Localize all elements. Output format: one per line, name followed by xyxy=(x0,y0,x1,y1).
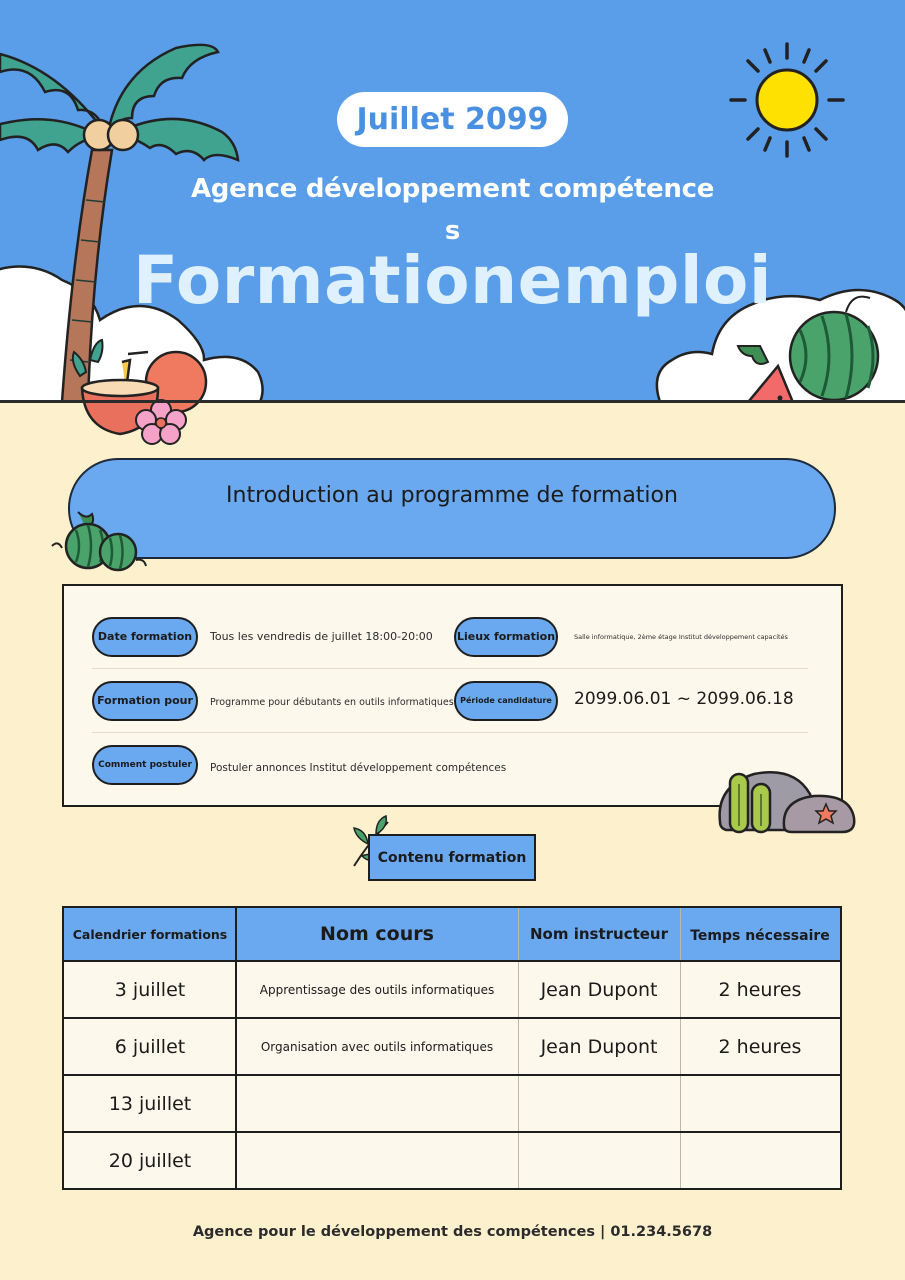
watermelon-icon xyxy=(48,506,150,572)
lieux-formation-label: Lieux formation xyxy=(454,617,558,657)
periode-candidature-label: Période candidature xyxy=(454,681,558,721)
formation-pour-label: Formation pour xyxy=(92,681,198,721)
comment-postuler-value: Postuler annonces Institut développement compétences xyxy=(210,762,507,774)
intro-heading: Introduction au programme de formation xyxy=(68,458,836,559)
table-cell-duration xyxy=(680,1133,840,1188)
agency-title-line2: s xyxy=(444,216,461,246)
footer-contact: Agence pour le développement des compétences | 01.234.5678 xyxy=(192,1224,713,1240)
formation-pour-value: Programme pour débutants en outils informatiques xyxy=(210,697,454,708)
contenu-formation-label: Contenu formation xyxy=(368,834,536,881)
periode-candidature-value: 2099.06.01 ~ 2099.06.18 xyxy=(574,689,794,709)
table-divider xyxy=(235,908,237,1188)
table-cell-date: 6 juillet xyxy=(64,1019,236,1074)
table-cell-instructor xyxy=(518,1133,680,1188)
table-divider xyxy=(64,1131,840,1133)
table-cell-instructor: Jean Dupont xyxy=(518,1019,680,1074)
schedule-table xyxy=(62,906,842,1190)
sun-icon xyxy=(731,44,843,156)
table-cell-course: Apprentissage des outils informatiques xyxy=(236,962,518,1017)
agency-title xyxy=(150,168,755,252)
table-divider xyxy=(64,960,840,962)
hibiscus-icon xyxy=(134,398,188,446)
header-nom-instructeur: Nom instructeur xyxy=(518,908,680,960)
table-cell-course: Organisation avec outils informatiques xyxy=(236,1019,518,1074)
table-divider xyxy=(64,1074,840,1076)
table-divider xyxy=(64,1017,840,1019)
table-cell-date: 20 juillet xyxy=(64,1133,236,1188)
date-formation-value: Tous les vendredis de juillet 18:00-20:00 xyxy=(210,630,433,643)
table-cell-date: 3 juillet xyxy=(64,962,236,1017)
header-nom-cours: Nom cours xyxy=(236,908,518,960)
lieux-formation-value: Salle informatique, 2ème étage Institut développement capacités xyxy=(574,633,788,641)
date-formation-label: Date formation xyxy=(92,617,198,657)
comment-postuler-label: Comment postuler xyxy=(92,745,198,785)
cactus-rock-icon xyxy=(714,766,860,838)
table-divider xyxy=(680,908,681,1188)
date-badge: Juillet 2099 xyxy=(337,92,568,147)
agency-title-line1: Agence développement compétence xyxy=(190,174,715,204)
table-cell-instructor xyxy=(518,1076,680,1131)
header-temps-necessaire: Temps nécessaire xyxy=(680,908,840,960)
main-title: Formationemploi xyxy=(133,242,772,319)
table-cell-duration: 2 heures xyxy=(680,962,840,1017)
table-cell-duration xyxy=(680,1076,840,1131)
horizon-line xyxy=(0,400,905,403)
table-cell-duration: 2 heures xyxy=(680,1019,840,1074)
table-cell-instructor: Jean Dupont xyxy=(518,962,680,1017)
table-cell-course xyxy=(236,1133,518,1188)
table-divider xyxy=(518,908,519,1188)
header-calendrier: Calendrier formations xyxy=(64,908,236,960)
table-cell-course xyxy=(236,1076,518,1131)
info-separator xyxy=(92,732,808,733)
table-cell-date: 13 juillet xyxy=(64,1076,236,1131)
info-separator xyxy=(92,668,808,669)
